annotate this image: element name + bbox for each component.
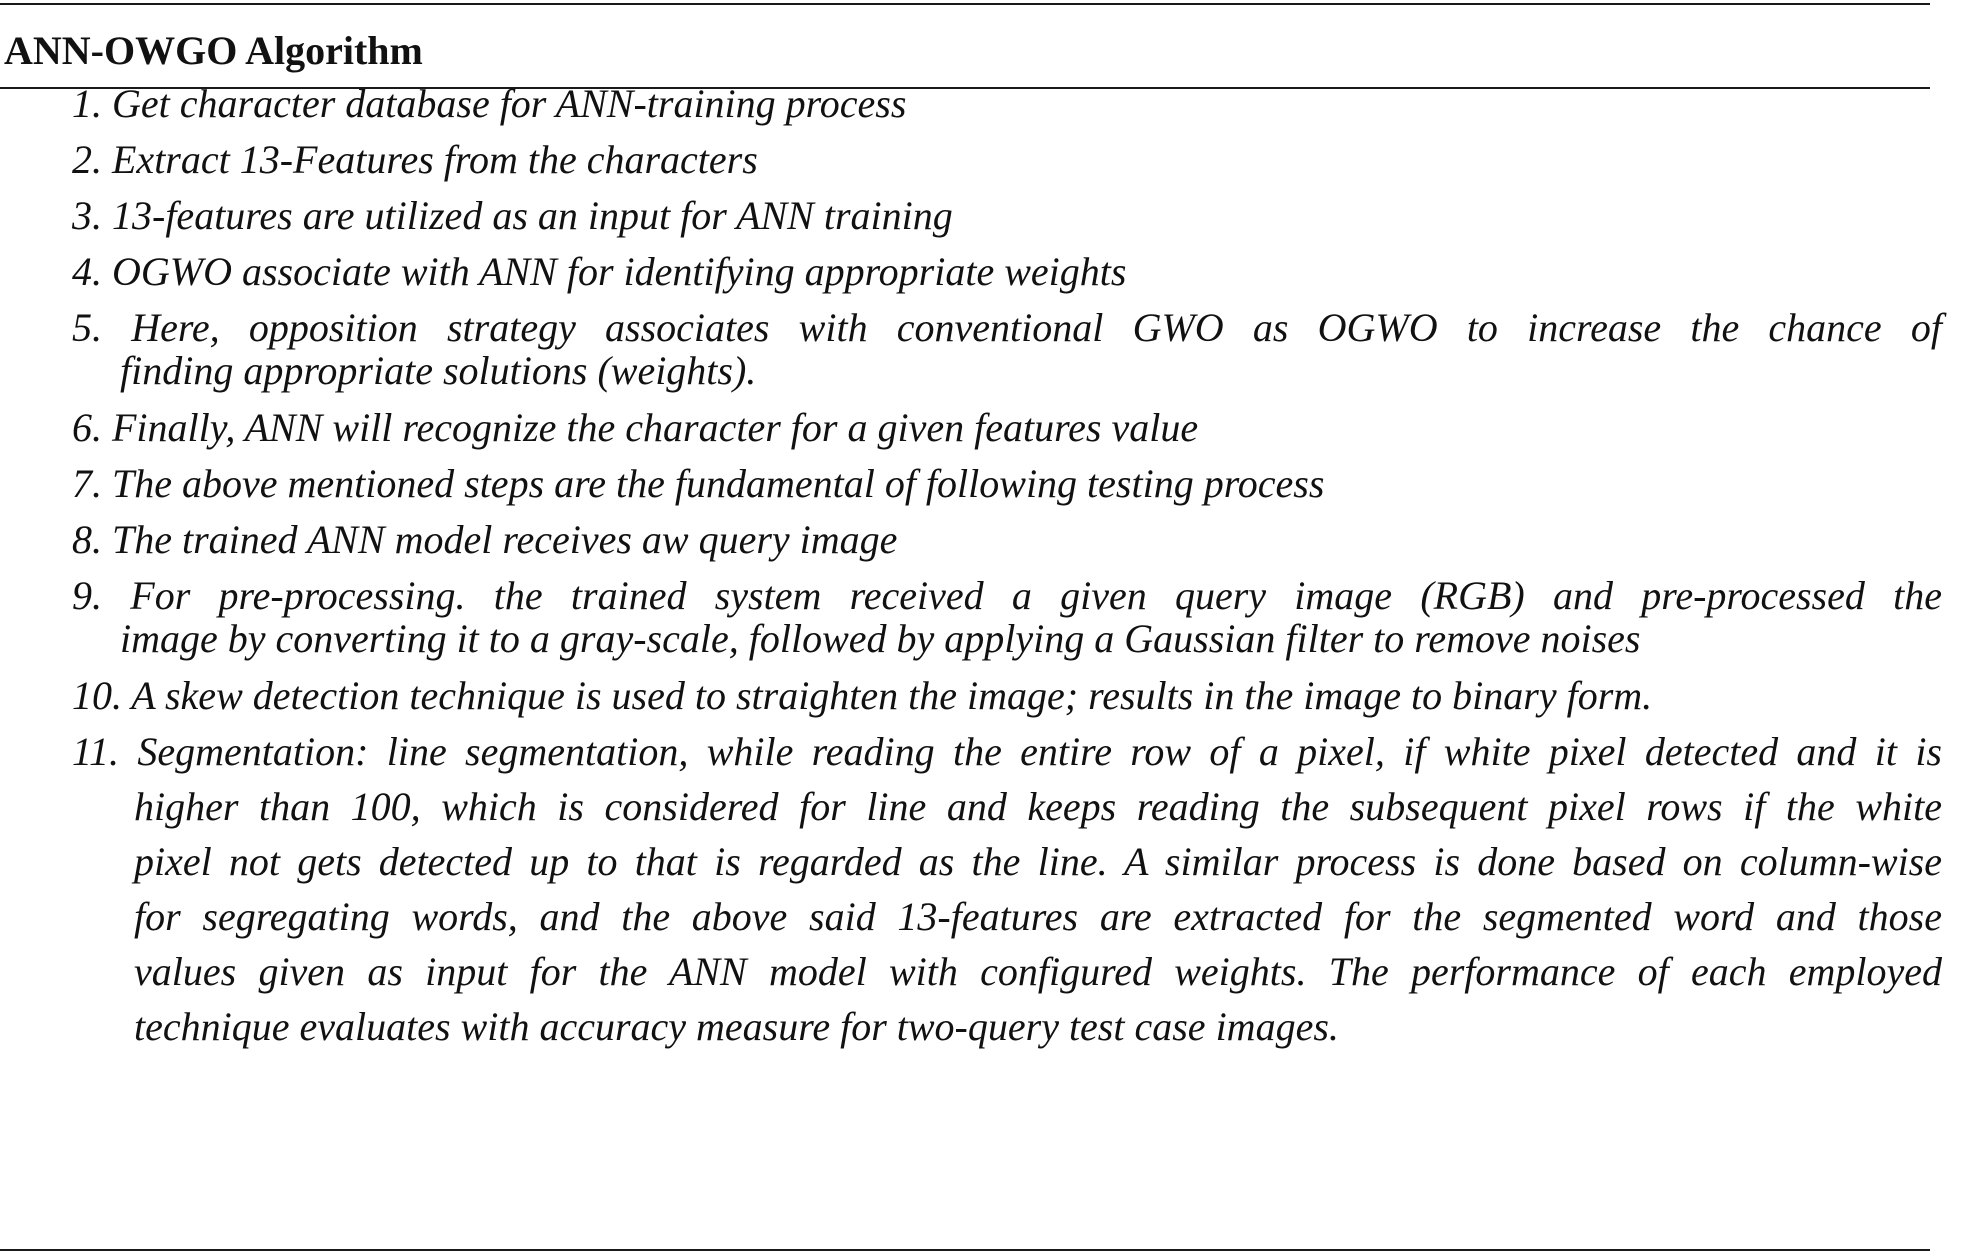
step-line-continuation: higher than 100, which is considered for line and keeps reading the subsequent pixel rows if the white (134, 784, 1942, 829)
algorithm-step-3 (72, 188, 1952, 243)
step-line: 1. Get character database for ANN-training process (72, 81, 907, 126)
algorithm-step-1 (72, 76, 1952, 131)
step-line: 2. Extract 13-Features from the characters (72, 137, 758, 182)
step-line-continuation: image by converting it to a gray-scale, followed by applying a Gaussian filter to remove noises (120, 616, 1641, 661)
step-line: 3. 13-features are utilized as an input for ANN training (72, 193, 953, 238)
algorithm-step-5 (72, 300, 1952, 398)
algorithm-step-7 (72, 456, 1952, 511)
step-line: 10. A skew detection technique is used to straighten the image; results in the image to binary form. (72, 673, 1653, 718)
step-line-continuation: technique evaluates with accuracy measure for two-query test case images. (134, 1004, 1339, 1049)
algorithm-title: ANN-OWGO Algorithm (4, 28, 423, 73)
algorithm-step-9 (72, 568, 1952, 666)
algorithm-step-2 (72, 132, 1952, 187)
step-line-continuation: values given as input for the ANN model with configured weights. The performance of each employed (134, 949, 1942, 994)
step-line: 11. Segmentation: line segmentation, while reading the entire row of a pixel, if white pixel detected and it is (72, 729, 1942, 774)
step-line-continuation: pixel not gets detected up to that is regarded as the line. A similar process is done based on column-wise (134, 839, 1942, 884)
step-line: 7. The above mentioned steps are the fundamental of following testing process (72, 461, 1325, 506)
step-line: 5. Here, opposition strategy associates with conventional GWO as OGWO to increase the chance of (72, 305, 1942, 350)
algorithm-step-6 (72, 400, 1952, 455)
step-line: 9. For pre-processing. the trained system received a given query image (RGB) and pre-processed the (72, 573, 1942, 618)
algorithm-step-11 (72, 724, 1952, 1054)
step-line-continuation: for segregating words, and the above said 13-features are extracted for the segmented word and those (134, 894, 1942, 939)
step-line: 6. Finally, ANN will recognize the character for a given features value (72, 405, 1199, 450)
step-line-continuation: finding appropriate solutions (weights). (120, 348, 757, 393)
step-line: 4. OGWO associate with ANN for identifying appropriate weights (72, 249, 1127, 294)
step-line: 8. The trained ANN model receives aw query image (72, 517, 898, 562)
algorithm-step-10 (72, 668, 1952, 723)
bottom-rule (0, 1249, 1930, 1251)
top-rule (0, 3, 1930, 5)
algorithm-step-4 (72, 244, 1952, 299)
algorithm-step-8 (72, 512, 1952, 567)
